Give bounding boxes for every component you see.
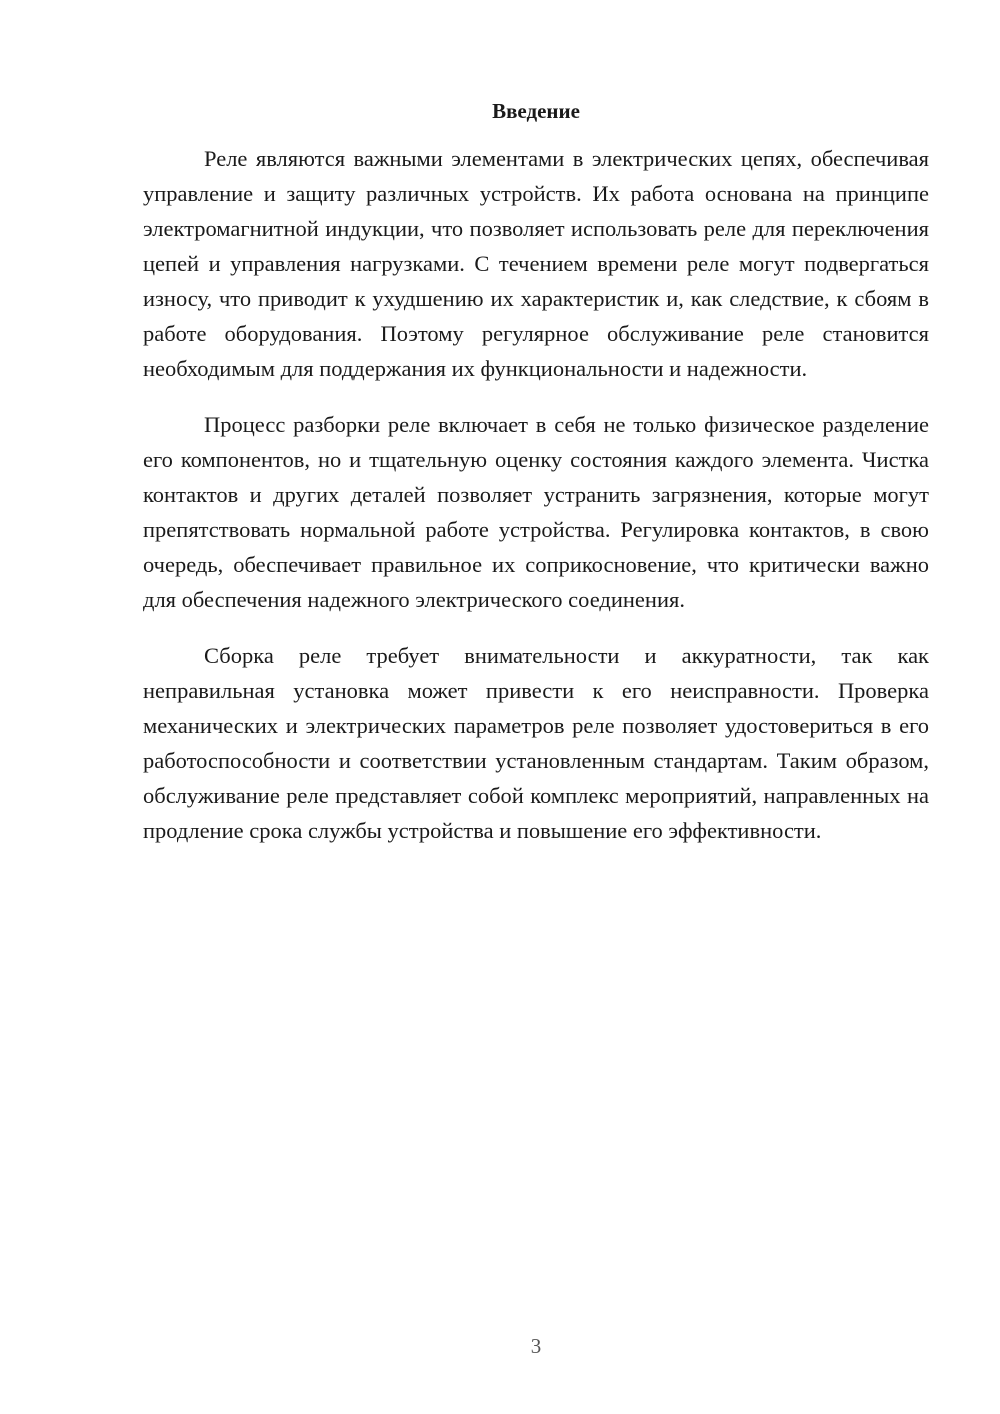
body-text bbox=[143, 141, 929, 869]
page-heading: Введение bbox=[492, 99, 580, 123]
page-number: 3 bbox=[530, 1334, 542, 1358]
paragraph-3: Сборка реле требует внимательности и аккуратности, так как неправильная установка может привести к его неисправности. Проверка механических и электрических параметров реле позволяет удостовериться в его работоспособности и соответствии установленным стандартам. Таким образом, обслуживание реле представляет собой комплекс мероприятий, направленных на продление срока службы устройства и повышение его эффективности. bbox=[143, 643, 929, 843]
paragraph-2: Процесс разборки реле включает в себя не только физическое разделение его компонентов, но и тщательную оценку состояния каждого элемента. Чистка контактов и других деталей позволяет устранить загрязнения, которые могут препятствовать нормальной работе устройства. Регулировка контактов, в свою очередь, обеспечивает правильное их соприкосновение, что критически важно для обеспечения надежного электрического соединения. bbox=[143, 412, 929, 612]
paragraph-1: Реле являются важными элементами в электрических цепях, обеспечивая управление и защиту различных устройств. Их работа основана на принципе электромагнитной индукции, что позволяет использовать реле для переключения цепей и управления нагрузками. С течением времени реле могут подвергаться износу, что приводит к ухудшению их характеристик и, как следствие, к сбоям в работе оборудования. Поэтому регулярное обслуживание реле становится необходимым для поддержания их функциональности и надежности. bbox=[143, 146, 929, 381]
